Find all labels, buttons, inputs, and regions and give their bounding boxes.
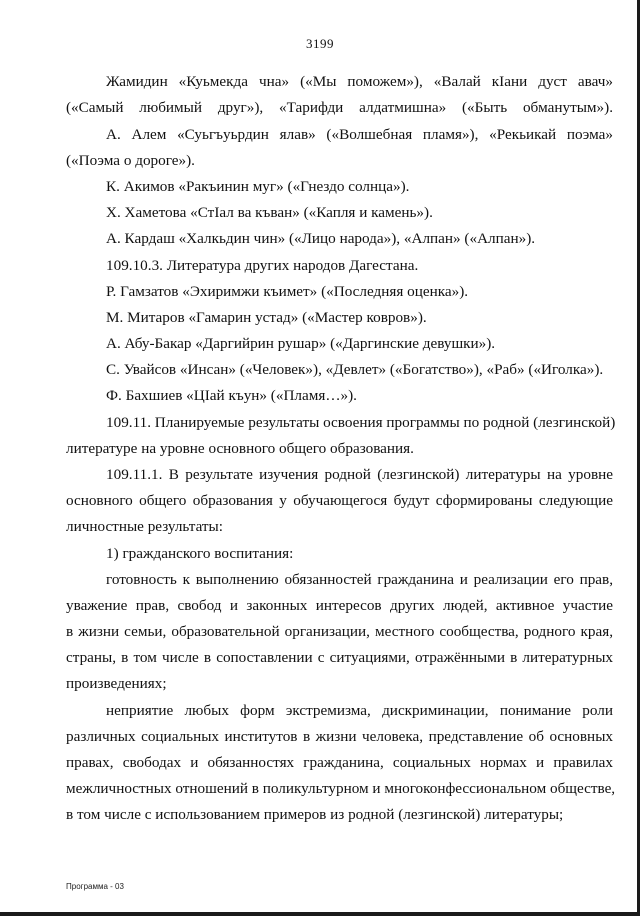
text-line: А. Алем «Суьгъуьрдин ялав» («Волшебная пламя»), «Рекьикай поэма» <box>106 126 613 143</box>
text-line: А. Кардаш «Халкьдин чин» («Лицо народа»), «Алпан» («Алпан»). <box>106 230 536 247</box>
page-number: 3199 <box>306 36 334 51</box>
text-line: Х. Хаметова «СтIал ва къван» («Капля и камень»). <box>106 204 433 221</box>
scan-border-bottom <box>0 912 640 916</box>
text-line: Ф. Бахшиев «ЦIай къун» («Пламя…»). <box>106 387 357 404</box>
section-heading: 109.11. Планируемые результаты освоения программы по родной (лезгинской) <box>106 414 616 431</box>
text-line: К. Акимов «Ракъинин муг» («Гнездо солнца»). <box>106 178 410 195</box>
text-line: («Самый любимый друг»), «Тарифди алдатмишна» («Быть обманутым»). <box>66 99 613 116</box>
text-line: различных социальных институтов в жизни человека, представление об основных <box>66 728 613 745</box>
text-line: Р. Гамзатов «Эхиримжи къимет» («Последняя оценка»). <box>106 283 469 300</box>
text-line: готовность к выполнению обязанностей гражданина и реализации его прав, <box>106 571 613 588</box>
text-line: уважение прав, свобод и законных интересов других людей, активное участие <box>66 597 613 614</box>
section-heading: 109.10.3. Литература других народов Дагестана. <box>106 257 419 274</box>
text-line: С. Увайсов «Инсан» («Человек»), «Девлет» («Богатство»), «Раб» («Иголка»). <box>106 361 604 378</box>
text-line: произведениях; <box>66 675 167 692</box>
text-line: неприятие любых форм экстремизма, дискриминации, понимание роли <box>106 702 613 719</box>
text-line: в жизни семьи, образовательной организации, местного сообщества, родного края, <box>66 623 613 640</box>
text-line: М. Митаров «Гамарин устад» («Мастер ковров»). <box>106 309 427 326</box>
text-line: страны, в том числе в сопоставлении с ситуациями, отражёнными в литературных <box>66 649 613 666</box>
text-line: правах, свободах и обязанностях гражданина, социальных нормах и правилах <box>66 754 613 771</box>
text-line: А. Абу-Бакар «Даргийрин рушар» («Даргинские девушки»). <box>106 335 496 352</box>
list-heading: 1) гражданского воспитания: <box>106 545 294 562</box>
section-heading-continued: литературе на уровне основного общего образования. <box>66 440 414 457</box>
text-line: межличностных отношений в поликультурном и многоконфессиональном обществе, <box>66 780 616 797</box>
text-line: основного общего образования у обучающегося будут сформированы следующие <box>66 492 613 509</box>
text-line: 109.11.1. В результате изучения родной (лезгинской) литературы на уровне <box>106 466 613 483</box>
text-line: в том числе с использованием примеров из родной (лезгинской) литературы; <box>66 806 564 823</box>
page-footer: Программа - 03 <box>66 882 124 891</box>
text-line: Жамидин «Куьмекда чна» («Мы поможем»), «Валай кIани дуст авач» <box>106 73 613 90</box>
text-line: личностные результаты: <box>66 518 223 535</box>
text-line: («Поэма о дороге»). <box>66 152 195 169</box>
